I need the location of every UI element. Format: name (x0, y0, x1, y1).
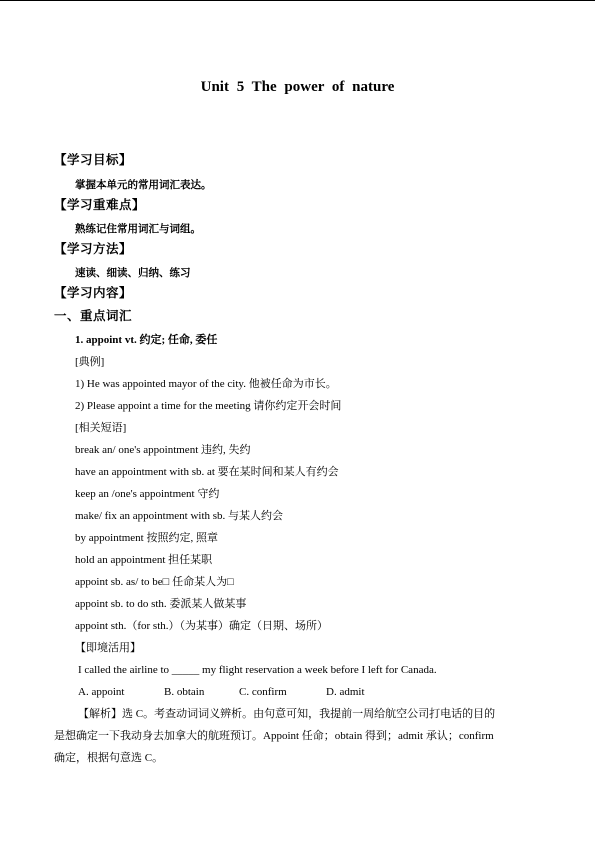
phrase-item: appoint sb. to do sth. 委派某人做某事 (75, 598, 247, 610)
option-d: D. admit (326, 686, 365, 698)
entry-headword: 1. appoint vt. 约定; 任命, 委任 (75, 334, 218, 346)
difficulty-text: 熟练记住常用词汇与词组。 (75, 223, 201, 235)
phrase-item: by appointment 按照约定, 照章 (75, 532, 218, 544)
phrase-item: make/ fix an appointment with sb. 与某人约会 (75, 510, 284, 522)
practice-header: 【即境活用】 (75, 642, 141, 654)
phrase-item: appoint sb. as/ to be□ 任命某人为□ (75, 576, 234, 588)
difficulty-header: 【学习重难点】 (54, 197, 146, 212)
phrases-header: [相关短语] (75, 422, 127, 434)
goals-header: 【学习目标】 (54, 152, 133, 167)
methods-header: 【学习方法】 (54, 241, 133, 256)
unit-title: Unit 5 The power of nature (200, 79, 395, 95)
option-a: A. appoint (78, 686, 125, 698)
content-header: 【学习内容】 (54, 285, 133, 300)
example-line: 1) He was appointed mayor of the city. 他被任命为市长。 (75, 378, 337, 390)
methods-text: 速读、细读、归纳、练习 (75, 267, 191, 279)
phrase-item: appoint sth.（for sth.）（为某事）确定（日期、场所） (75, 620, 328, 632)
question-text: I called the airline to _____ my flight reservation a week before I left for Canada. (78, 664, 437, 676)
example-line: 2) Please appoint a time for the meeting 请你约定开会时间 (75, 400, 342, 412)
explanation-line: 【解析】选 C。考查动词词义辨析。由句意可知，我提前一周给航空公司打电话的目的 (78, 708, 496, 720)
examples-header: [典例] (75, 356, 105, 368)
phrase-item: hold an appointment 担任某职 (75, 554, 213, 566)
option-b: B. obtain (164, 686, 205, 698)
phrase-item: have an appointment with sb. at 要在某时间和某人有约会 (75, 466, 339, 478)
option-c: C. confirm (239, 686, 287, 698)
vocab-header: 一、重点词汇 (54, 308, 133, 323)
explanation-line: 确定，根据句意选 C。 (54, 752, 164, 764)
phrase-item: keep an /one's appointment 守约 (75, 488, 220, 500)
explanation-line: 是想确定一下我动身去加拿大的航班预订。Appoint 任命；obtain 得到；admit 承认；confirm (54, 730, 494, 742)
goals-text: 掌握本单元的常用词汇表达。 (75, 179, 212, 191)
phrase-item: break an/ one's appointment 违约, 失约 (75, 444, 251, 456)
